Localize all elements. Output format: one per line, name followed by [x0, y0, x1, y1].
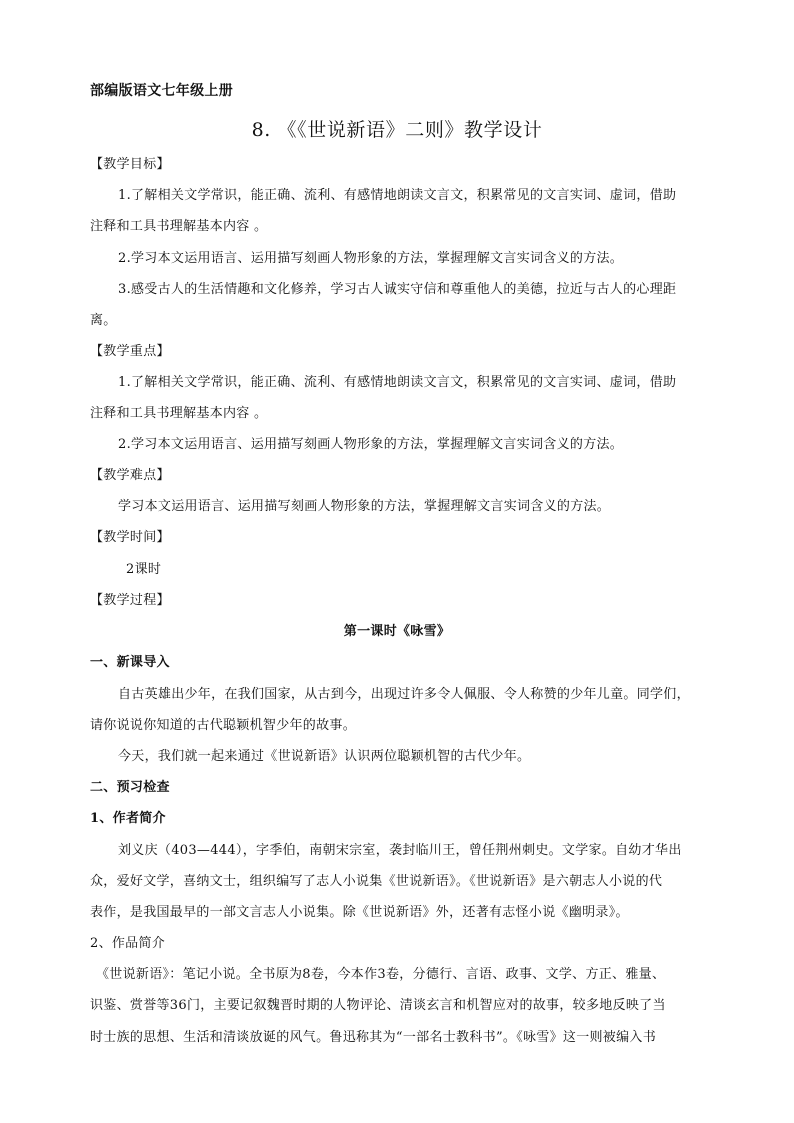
author-line-1: 刘义庆（403—444），字季伯，南朝宋宗室，袭封临川王，曾任荆州刺史。文学家。自幼才华出	[118, 843, 682, 858]
objectives-item-3-line-1: 3.感受古人的生活情趣和文化修养，学习古人诚实守信和尊重他人的美德，拉近与古人的心理距	[118, 282, 677, 297]
section-1-paragraph-1-line-1: 自古英雄出少年，在我们国家，从古到今，出现过许多令人佩服、令人称赞的少年儿童。同学们，	[118, 687, 690, 702]
objectives-heading: 【教学目标】	[90, 157, 170, 172]
work-heading: 2、作品简介	[90, 936, 166, 951]
work-line-1: 《世说新语》：笔记小说。全书原为8卷，今本作3卷，分德行、言语、政事、文学、方正、雅量、	[96, 967, 666, 982]
author-heading: 1、作者简介	[90, 811, 166, 826]
objectives-item-2: 2.学习本文运用语言、运用描写刻画人物形象的方法，掌握理解文言实词含义的方法。	[118, 251, 624, 266]
key-points-heading: 【教学重点】	[90, 344, 170, 359]
key-points-item-1-line-2: 注释和工具书理解基本内容 。	[90, 406, 268, 421]
objectives-item-1-line-2: 注释和工具书理解基本内容 。	[90, 219, 268, 234]
section-2-heading: 二、预习检查	[90, 780, 170, 795]
work-line-3: 时士族的思想、生活和清谈放诞的风气。鲁迅称其为“一部名士教科书”。《咏雪》这一则被编入书	[90, 1030, 656, 1045]
objectives-item-1-line-1: 1.了解相关文学常识，能正确、流利、有感情地朗读文言文，积累常见的文言实词、虚词，借助	[118, 188, 677, 203]
objectives-item-3-line-2: 离。	[90, 313, 117, 328]
difficulties-heading: 【教学难点】	[90, 468, 170, 483]
page-title: 8. 《《世说新语》二则》教学设计	[251, 119, 543, 141]
key-points-item-2: 2.学习本文运用语言、运用描写刻画人物形象的方法，掌握理解文言实词含义的方法。	[118, 437, 624, 452]
section-1-paragraph-2: 今天，我们就一起来通过《世说新语》认识两位聪颖机智的古代少年。	[118, 749, 531, 764]
lesson-title: 第一课时《咏雪》	[343, 624, 451, 639]
time-heading: 【教学时间】	[90, 530, 170, 545]
section-1-heading: 一、新课导入	[90, 655, 170, 670]
grade-label: 部编版语文七年级上册	[90, 83, 233, 99]
author-line-2: 众，爱好文学，喜纳文士，组织编写了志人小说集《世说新语》。《世说新语》是六朝志人小说的代	[90, 874, 663, 889]
key-points-item-1-line-1: 1.了解相关文学常识，能正确、流利、有感情地朗读文言文，积累常见的文言实词、虚词，借助	[118, 375, 677, 390]
process-heading: 【教学过程】	[90, 593, 170, 608]
difficulties-text: 学习本文运用语言、运用描写刻画人物形象的方法，掌握理解文言实词含义的方法。	[118, 499, 611, 514]
time-text: 2课时	[126, 562, 162, 577]
section-1-paragraph-1-line-2: 请你说说你知道的古代聪颖机智少年的故事。	[90, 718, 357, 733]
work-line-2: 识鉴、赏誉等36门，主要记叙魏晋时期的人物评论、清谈玄言和机智应对的故事，较多地反映了当	[90, 998, 666, 1013]
author-line-3: 表作，是我国最早的一部文言志人小说集。除《世说新语》外，还著有志怪小说《幽明录》。	[90, 905, 629, 920]
